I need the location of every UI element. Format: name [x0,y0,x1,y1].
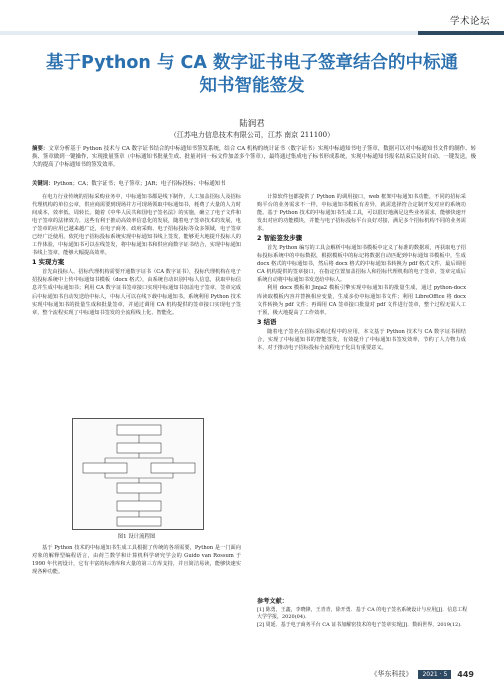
abstract [32,145,476,170]
author-name: 陆润君 [239,119,265,129]
keywords [32,180,476,188]
section-3-body: 随着电子签名在招标采购过程中的应用，本文基于 Python 技术与 CA 数字证书相结合，实现了中标通知书的智能签发，有效提升了中标通知书签发效率，节约了人力物力成本，对于推动电子招标投标全流程电子化具有重要意义。 [257,328,466,351]
keywords-label: 关键词： [32,181,54,187]
references [257,598,469,629]
intro-paragraph: 在电力行业传统的招标采购业务中，中标通知书都是线下制作，人工加盖招标人及招标代理机构的单位公章，供应商需要到现场并方可现场领取中标通知书，耗费了大量的人力时间成本，效率低、周转长。随着《中华人民共和国电子签名法》的实施，确立了电子文件和电子签章的法律效力，这些有利于推动高效率信息化的发展，随着电子签章技术的发展，电子签章的应用已越来越广泛，在电子商务、政府采购、电子招标投标等众多领域，电子签章已经广泛使用。依托电子招标投标系统实现中标通知书线上签发，能够更大地提升投标人的工作体验，中标通知书可以在线签发，将中标通知书和供应商数字证书结合，实现中标通知书线上签章，能够大幅提高效率。 [32,194,241,257]
right-body-1: 计算软件包都提供了 Python 的调用接口，web 框架中标通知书功能，不同的招标采购平台的业务需求不一样，中标通知书模板有差异，就需选择符合定制开发对应的系统功能。基于 Python 技术的中标通知书生成工具，可以很好地满足这些业务需求，能够快速开发出对应的功能模块，并能与电子招标投标平台良好对接，满足多个招标机构不同的业务需求。 [257,194,466,233]
reference-item: [2] 周延．基于电子商务平台 CA 证书加解密技术的电子签章实现[J]．数码世界，2019(12)． [257,621,466,628]
section-tag: 学术论坛 [449,16,490,27]
header-rule-accent [418,31,504,35]
author-affiliation: （江苏电力信息技术有限公司，江苏 南京 211100） [169,131,335,139]
section-2-body: 首先 Python 编写的工具会解析中标通知书模板中定义了标准的数据项，再获取电子招标投标系统中的中标数据，根据模板中的标记将数据自动匹配到中标通知书模板中，生成 docx 格式的中标通知书，然后将 docx 格式的中标通知书转换为 pdf 格式文件，最后调用 CA 机构提供的签章接口，在指定位置加盖招标人和招标代理机构的电子签章，签章完成后系统自动将中标通知书发送给中标人。 [257,245,466,284]
article-title-line-2: 知书智能签发 [199,76,305,96]
section-1-body: 首先由投标人、招标代理机构需要开通数字证书（CA 数字证书），投标代理机构在电子招投标系统中上传中标通知书模板（docx 格式），由系统自动识别中标人信息，获取中标信息并生成中标通知书；利用 CA 数字证书签章接口实现中标通知书加盖电子签章，签章完成后中标通知书自动发送给中标人，中标人可以在线下载中标通知书。系统利用 Python 技术实现中标通知书的批量生成和批量签章，并通过调用 CA 机构提供的签章接口实现电子签章，整个流程实现了中标通知书签发的全流程线上化、智能化。 [32,269,241,316]
page-footer [370,669,474,679]
abstract-label: 摘要： [32,146,49,152]
design-flow-figure [72,418,204,530]
python-intro-paragraph: 基于 Python 技术的中标通知书生成工具根据了传统的各项需要，Python 是一门面向对象的解释型编程语言，由荷兰数学和计算机科学研究学会的 Guido van Rossum 于 1990 年代初设计，它有丰富的标准库和大量的第三方库支持，并且简洁易读，能够快速实现各种功能。 [32,545,241,576]
reference-item: [1] 陈勇，王鑫，李晓锋，王青青，徐开勇．基于 CA 的电子签名系统设计与应用[J]．信息工程大学学报，2020(04)． [257,606,468,621]
section-1-heading: 1 实现方案 [32,258,65,267]
references-heading: 参考文献： [257,598,288,605]
keywords-text: Python；CA；数字证书；电子签章；JAR；电子招标投标；中标通知书 [53,181,226,187]
section-3-heading: 3 结语 [257,317,277,326]
page-number: 449 [457,669,474,679]
flowchart-graphic [73,419,205,531]
left-column [32,193,241,317]
section-2-heading: 2 智能签发步骤 [257,234,303,243]
abstract-text: 文章分析基于 Python 技术与 CA 数字证书结合的中标通知书签发系统，结合 CA 机构的统计证书（数字证书）实现中标通知书电子签章，数据可以对中标通知书文件的制作、转换、签章做到一键操作，实现批量签章（中标通知书批量生成、批量对同一标文件加盖多个签章），最终通过集成电子标书形成系统，实现中标通知书报名结束后及时自动、一键发送，极大的提高了中标通知书的签发效率。 [32,146,476,169]
left-bottom-text [32,544,241,576]
issue-badge: 2021 · 5 [418,670,451,679]
section-2-body-cont: 利用 docx 模板和 Jinja2 模板引擎实现中标通知书的批量生成，通过 python-docx 库读取模板内容并替换相应变量，生成多份中标通知书文件；利用 LibreOffice 将 docx 文件转换为 pdf 文件；再调用 CA 签章接口批量对 pdf 文件进行签章，整个过程无需人工干预，极大地提高了工作效率。 [257,285,466,316]
publication-name: 《华东科技》 [370,670,413,678]
right-column [257,193,466,352]
article-title-line-1: 基于Python 与 CA 数字证书电子签章结合的中标通 [45,53,459,73]
figure-caption: 图1 设计流程图 [117,534,156,540]
